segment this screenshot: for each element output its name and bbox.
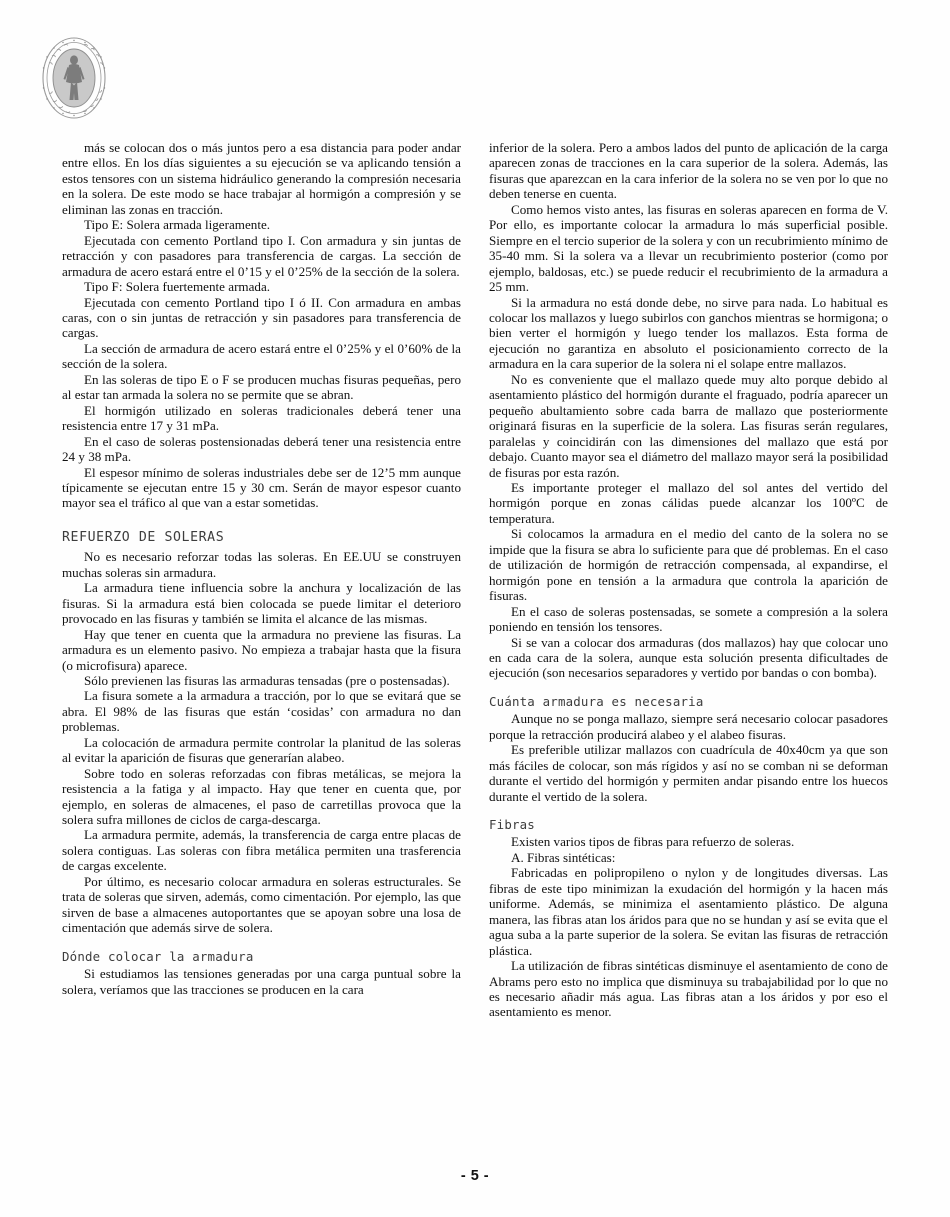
paragraph: Si estudiamos las tensiones generadas por una carga puntual sobre la solera, veríamos que las tracciones se producen en la cara <box>62 966 461 997</box>
paragraph: En las soleras de tipo E o F se producen muchas fisuras pequeñas, pero al estar tan armada la solera no se permite que se abran. <box>62 371 461 403</box>
paragraph: Es preferible utilizar mallazos con cuadrícula de 40x40cm ya que son más fáciles de colocar, son más rígidos y así no se comban ni se deforman durante el vertido del hormigón y permiten andar pisando entre los huecos durante el vertido de la solera. <box>489 742 888 804</box>
spacer <box>62 936 461 949</box>
paragraph: Ejecutada con cemento Portland tipo I. Con armadura y sin juntas de retracción y con pasadores para transferencia de cargas. La sección de armadura de acero estará entre el 0’15 y el 0’25% de la sección de la solera. <box>62 232 461 279</box>
paragraph: La utilización de fibras sintéticas disminuye el asentamiento de cono de Abrams pero esto no implica que disminuya su trabajabilidad por lo que no es necesario añadir más agua. Las fibras atan a los áridos y por eso el asentamiento es menor. <box>489 958 888 1020</box>
paragraph: Tipo F: Solera fuertemente armada. <box>84 279 271 295</box>
paragraph: La sección de armadura de acero estará entre el 0’25% y el 0’60% de la sección de la solera. <box>62 340 461 372</box>
paragraph: más se colocan dos o más juntos pero a esa distancia para poder andar entre ellos. En los días siguientes a su ejecución se va aplicando tensión a estos tensores con un sistema hidráulico generando la compresión necesaria en la solera. De este modo se hace trabajar al hormigón a compresión y se eliminan las zonas en tracción. <box>62 140 461 217</box>
paragraph: Existen varios tipos de fibras para refuerzo de soleras. <box>511 834 795 850</box>
paragraph: En el caso de soleras postensadas, se somete a compresión a la solera poniendo en tensión los tensores. <box>489 603 888 635</box>
paragraph: Sólo previenen las fisuras las armaduras tensadas (pre o postensadas). <box>84 672 450 688</box>
university-seal-icon <box>38 36 110 120</box>
two-column-body <box>62 140 888 1020</box>
paragraph: Ejecutada con cemento Portland tipo I ó II. Con armadura en ambas caras, con o sin juntas de retracción y sin pasadores para transferencia de cargas. <box>62 294 461 341</box>
paragraph: La fisura somete a la armadura a tracción, por lo que se evitará que se abra. El 98% de las fisuras que están ‘cosidas’ con armadura no dan problemas. <box>62 688 461 735</box>
paragraph: Si la armadura no está donde debe, no sirve para nada. Lo habitual es colocar los mallazos y luego subirlos con ganchos mientras se hormigona; o bien verter el hormigón y luego tender los mallazos. Esta forma de ejecución no garantiza en absoluto el posicionamiento correcto de la armadura en la cara superior de la solera ni el solape entre mallazos. <box>489 294 888 372</box>
paragraph: La armadura permite, además, la transferencia de carga entre placas de solera contiguas. Las soleras con fibra metálica permiten una trasferencia de cargas excelente. <box>62 827 461 874</box>
paragraph: Tipo E: Solera armada ligeramente. <box>84 217 271 233</box>
paragraph: Fabricadas en polipropileno o nylon y de longitudes diversas. Las fibras de este tipo minimizan la exudación del hormigón y la hacen más uniforme. Además, se minimiza el asentamiento plástico. De alguna manera, las fibras atan los áridos para que no se hundan y así se evita que el agua suba a la parte superior de la solera. Se evitan las fisuras de retracción plástica. <box>489 865 888 958</box>
paragraph: La colocación de armadura permite controlar la planitud de las soleras al evitar la aparición de fisuras que generarían alabeo. <box>62 734 461 766</box>
page-number: - 5 - <box>460 1168 490 1184</box>
right-column <box>489 140 888 1020</box>
subsection-heading-donde-colocar-la-armadura: Dónde colocar la armadura <box>62 948 254 964</box>
paragraph: A. Fibras sintéticas: <box>511 849 616 865</box>
paragraph: El hormigón utilizado en soleras tradicionales deberá tener una resistencia entre 17 y 31 mPa. <box>62 402 461 434</box>
paragraph: El espesor mínimo de soleras industriales debe ser de 12’5 mm aunque típicamente se ejecutan entre 15 y 30 cm. Serán de mayor espesor cuanto mayor sea el tráfico al que van a estar sometidas. <box>62 464 461 511</box>
subsection-heading-fibras: Fibras <box>489 817 535 833</box>
left-column <box>62 140 461 1020</box>
paragraph: inferior de la solera. Pero a ambos lados del punto de aplicación de la carga aparecen zonas de tracciones en la cara superior de la solera. Además, las fisuras que aparezcan en la cara inferior de la solera no se ven por lo que no deben tenerse en cuenta. <box>489 140 888 202</box>
spacer <box>489 681 888 694</box>
paragraph: Hay que tener en cuenta que la armadura no previene las fisuras. La armadura es un elemento pasivo. No empieza a trabajar hasta que la fisura (o microfisura) aparece. <box>62 626 461 673</box>
paragraph: Sobre todo en soleras reforzadas con fibras metálicas, se mejora la resistencia a la fatiga y al impacto. Hay que tener en cuenta que, por ejemplo, en soleras de almacenes, el paso de carretillas provoca que la solera sufra millones de ciclos de carga-descarga. <box>62 765 461 828</box>
paragraph: Por último, es necesario colocar armadura en soleras estructurales. Se trata de soleras que sirven, además, como cimentación. Por ejemplo, las que sirven de base a almacenes autoportantes que se apoyan sobre una losa de cimentación que además sirve de solera. <box>62 873 461 936</box>
paragraph: No es necesario reforzar todas las soleras. En EE.UU se construyen muchas soleras sin armadura. <box>62 549 461 580</box>
paragraph: Aunque no se ponga mallazo, siempre será necesario colocar pasadores porque la retracción producirá alabeo y el alabeo fisuras. <box>489 711 888 742</box>
paragraph: Es importante proteger el mallazo del sol antes del vertido del hormigón porque en zonas cálidas puede alcanzar los 100ºC de temperatura. <box>489 479 888 526</box>
subsection-heading-cuanta-armadura-es-necesaria: Cuánta armadura es necesaria <box>489 693 704 709</box>
spacer <box>489 804 888 817</box>
paragraph: Si se van a colocar dos armaduras (dos mallazos) hay que colocar uno en cada cara de la solera, aunque esta solución presenta dificultades de ejecución (son necesarios separadores y vertido por bandas o con bomba). <box>489 634 888 681</box>
paragraph: Si colocamos la armadura en el medio del canto de la solera no se impide que la fisura se abra lo suficiente para que dé problemas. En el caso de utilización de hormigón de retracción compensada, al expandirse, el hormigón pone en tensión a la armadura que controla la aparición de fisuras. <box>489 526 888 604</box>
paragraph: En el caso de soleras postensionadas deberá tener una resistencia entre 24 y 38 mPa. <box>62 433 461 465</box>
paragraph: Como hemos visto antes, las fisuras en soleras aparecen en forma de V. Por ello, es importante colocar la armadura lo más superficial posible. Siempre en el tercio superior de la solera y con un recubrimiento mínimo de 35-40 mm. Si la solera va a llevar un recubrimiento posterior (como por ejemplo, baldosas, etc.) se puede reducir el recubrimiento de la armadura a 25 mm. <box>489 201 888 295</box>
paragraph: La armadura tiene influencia sobre la anchura y localización de las fisuras. Si la armadura está bien colocada se puede limitar el deterioro provocado en las fisuras y también se limita el alcance de las mismas. <box>62 580 461 627</box>
paragraph: No es conveniente que el mallazo quede muy alto porque debido al asentamiento plástico del hormigón durante el fraguado, podría aparecer un pequeño abultamiento sobre cada barra de mallazo que posteriormente originará fisuras en la superficie de la solera. Las fisuras serán regulares, paralelas y coincidirán con las dimensiones del mallazo que está por debajo. Cuanto mayor sea el diámetro del mallazo mayor será la posibilidad de fisuras por esta razón. <box>489 371 888 480</box>
spacer <box>62 511 461 530</box>
section-heading-refuerzo-de-soleras: REFUERZO DE SOLERAS <box>62 529 225 545</box>
